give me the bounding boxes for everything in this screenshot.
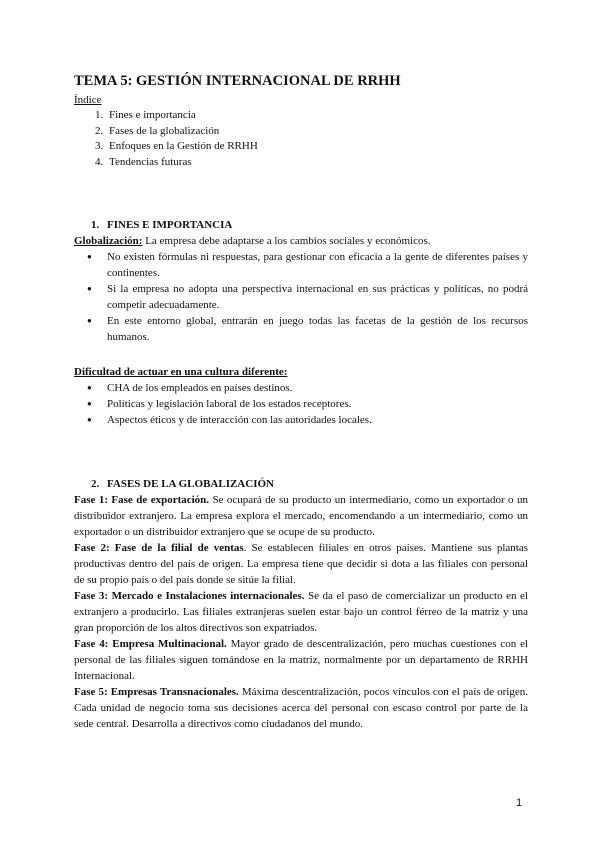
fase-label: Fase 4: Empresa Multinacional.	[74, 638, 227, 650]
page-content	[74, 72, 528, 732]
bullet-item: ● Aspectos éticos y de interacción con las autoridades locales.	[107, 412, 528, 428]
bullet-item: ● Políticas y legislación laboral de los estados receptores.	[107, 396, 528, 412]
fase-text: . Se establecen filiales en otros países. Mantiene sus plantas productivas dentro del país de origen. La empresa tiene que decidir si dota a las filiales con personal de su propio país o del país donde se sitúe la filial.	[74, 542, 528, 586]
globalizacion-paragraph	[74, 233, 528, 249]
bullet-list	[74, 380, 528, 428]
subheading-dificultad: Dificultad de actuar en una cultura diferente:	[74, 366, 288, 378]
fase-paragraph	[74, 588, 528, 636]
toc-item: 1. Fines e importancia	[106, 108, 528, 124]
lead-term: Globalización:	[74, 235, 143, 247]
page-number: 1	[516, 797, 523, 809]
lead-text: La empresa debe adaptarse a los cambios sociales y económicos.	[142, 235, 431, 247]
section-number: 2.	[91, 478, 100, 490]
fase-label: Fase 3: Mercado e Instalaciones internacionales.	[74, 590, 305, 602]
fase-text: Mayor grado de descentralización, pero muchas cuestiones con el personal de las filiales siguen tomándose en la matriz, normalmente por un departamento de RRHH Internacional.	[74, 638, 529, 682]
fase-label: Fase 5: Empresas Transnacionales.	[74, 686, 239, 698]
fase-label: Fase 1: Fase de exportación.	[74, 494, 210, 506]
bullet-list	[74, 249, 528, 345]
toc-item: 2. Fases de la globalización	[106, 124, 528, 140]
bullet-item: ● Si la empresa no adopta una perspectiva internacional en sus prácticas y políticas, no podrá competir adecuadamente.	[107, 281, 528, 313]
page-title: TEMA 5: GESTIÓN INTERNACIONAL DE RRHH	[74, 73, 401, 89]
section-2-heading	[74, 476, 528, 492]
bullet-item: ● No existen fórmulas ni respuestas, para gestionar con eficacia a la gente de diferentes países y continentes.	[107, 249, 528, 281]
fase-paragraph	[74, 492, 528, 540]
bullet-item: ● En este entorno global, entrarán en juego todas las facetas de la gestión de los recursos humanos.	[107, 313, 528, 345]
fase-text: Se ocupará de su producto un intermediario, como un exportador o un distribuidor extranjero. La empresa explora el mercado, encomendando a un intermediario, como un exportador o un distribuidor extranjero que se ocupe de su producto.	[74, 494, 528, 538]
bullet-item: ● CHA de los empleados en países destinos.	[107, 380, 528, 396]
fase-text: Se da el paso de comercializar un producto en el extranjero a producirlo. Las filiales extranjeras suelen estar bajo un control férreo de la matriz y una gran proporción de los altos directivos son expatriados.	[74, 590, 528, 634]
fase-paragraph	[74, 684, 528, 732]
section-title: FASES DE LA GLOBALIZACIÓN	[107, 478, 274, 490]
section-number: 1.	[91, 219, 100, 231]
toc-item: 4. Tendencias futuras	[106, 155, 528, 171]
section-title: FINES E IMPORTANCIA	[107, 219, 233, 231]
section-1-heading	[74, 217, 528, 233]
table-of-contents	[74, 108, 528, 170]
fase-label: Fase 2: Fase de la filial de ventas	[74, 542, 244, 554]
fase-paragraph	[74, 636, 528, 684]
toc-item: 3. Enfoques en la Gestión de RRHH	[106, 139, 528, 155]
index-label: Índice	[74, 94, 102, 106]
fase-paragraph	[74, 540, 528, 588]
fase-text: Máxima descentralización, pocos vínculos con el país de origen. Cada unidad de negocio toma sus decisiones acerca del personal con escaso control por parte de la sede central. Desarrolla a directivos como ciudadanos del mundo.	[74, 686, 528, 730]
